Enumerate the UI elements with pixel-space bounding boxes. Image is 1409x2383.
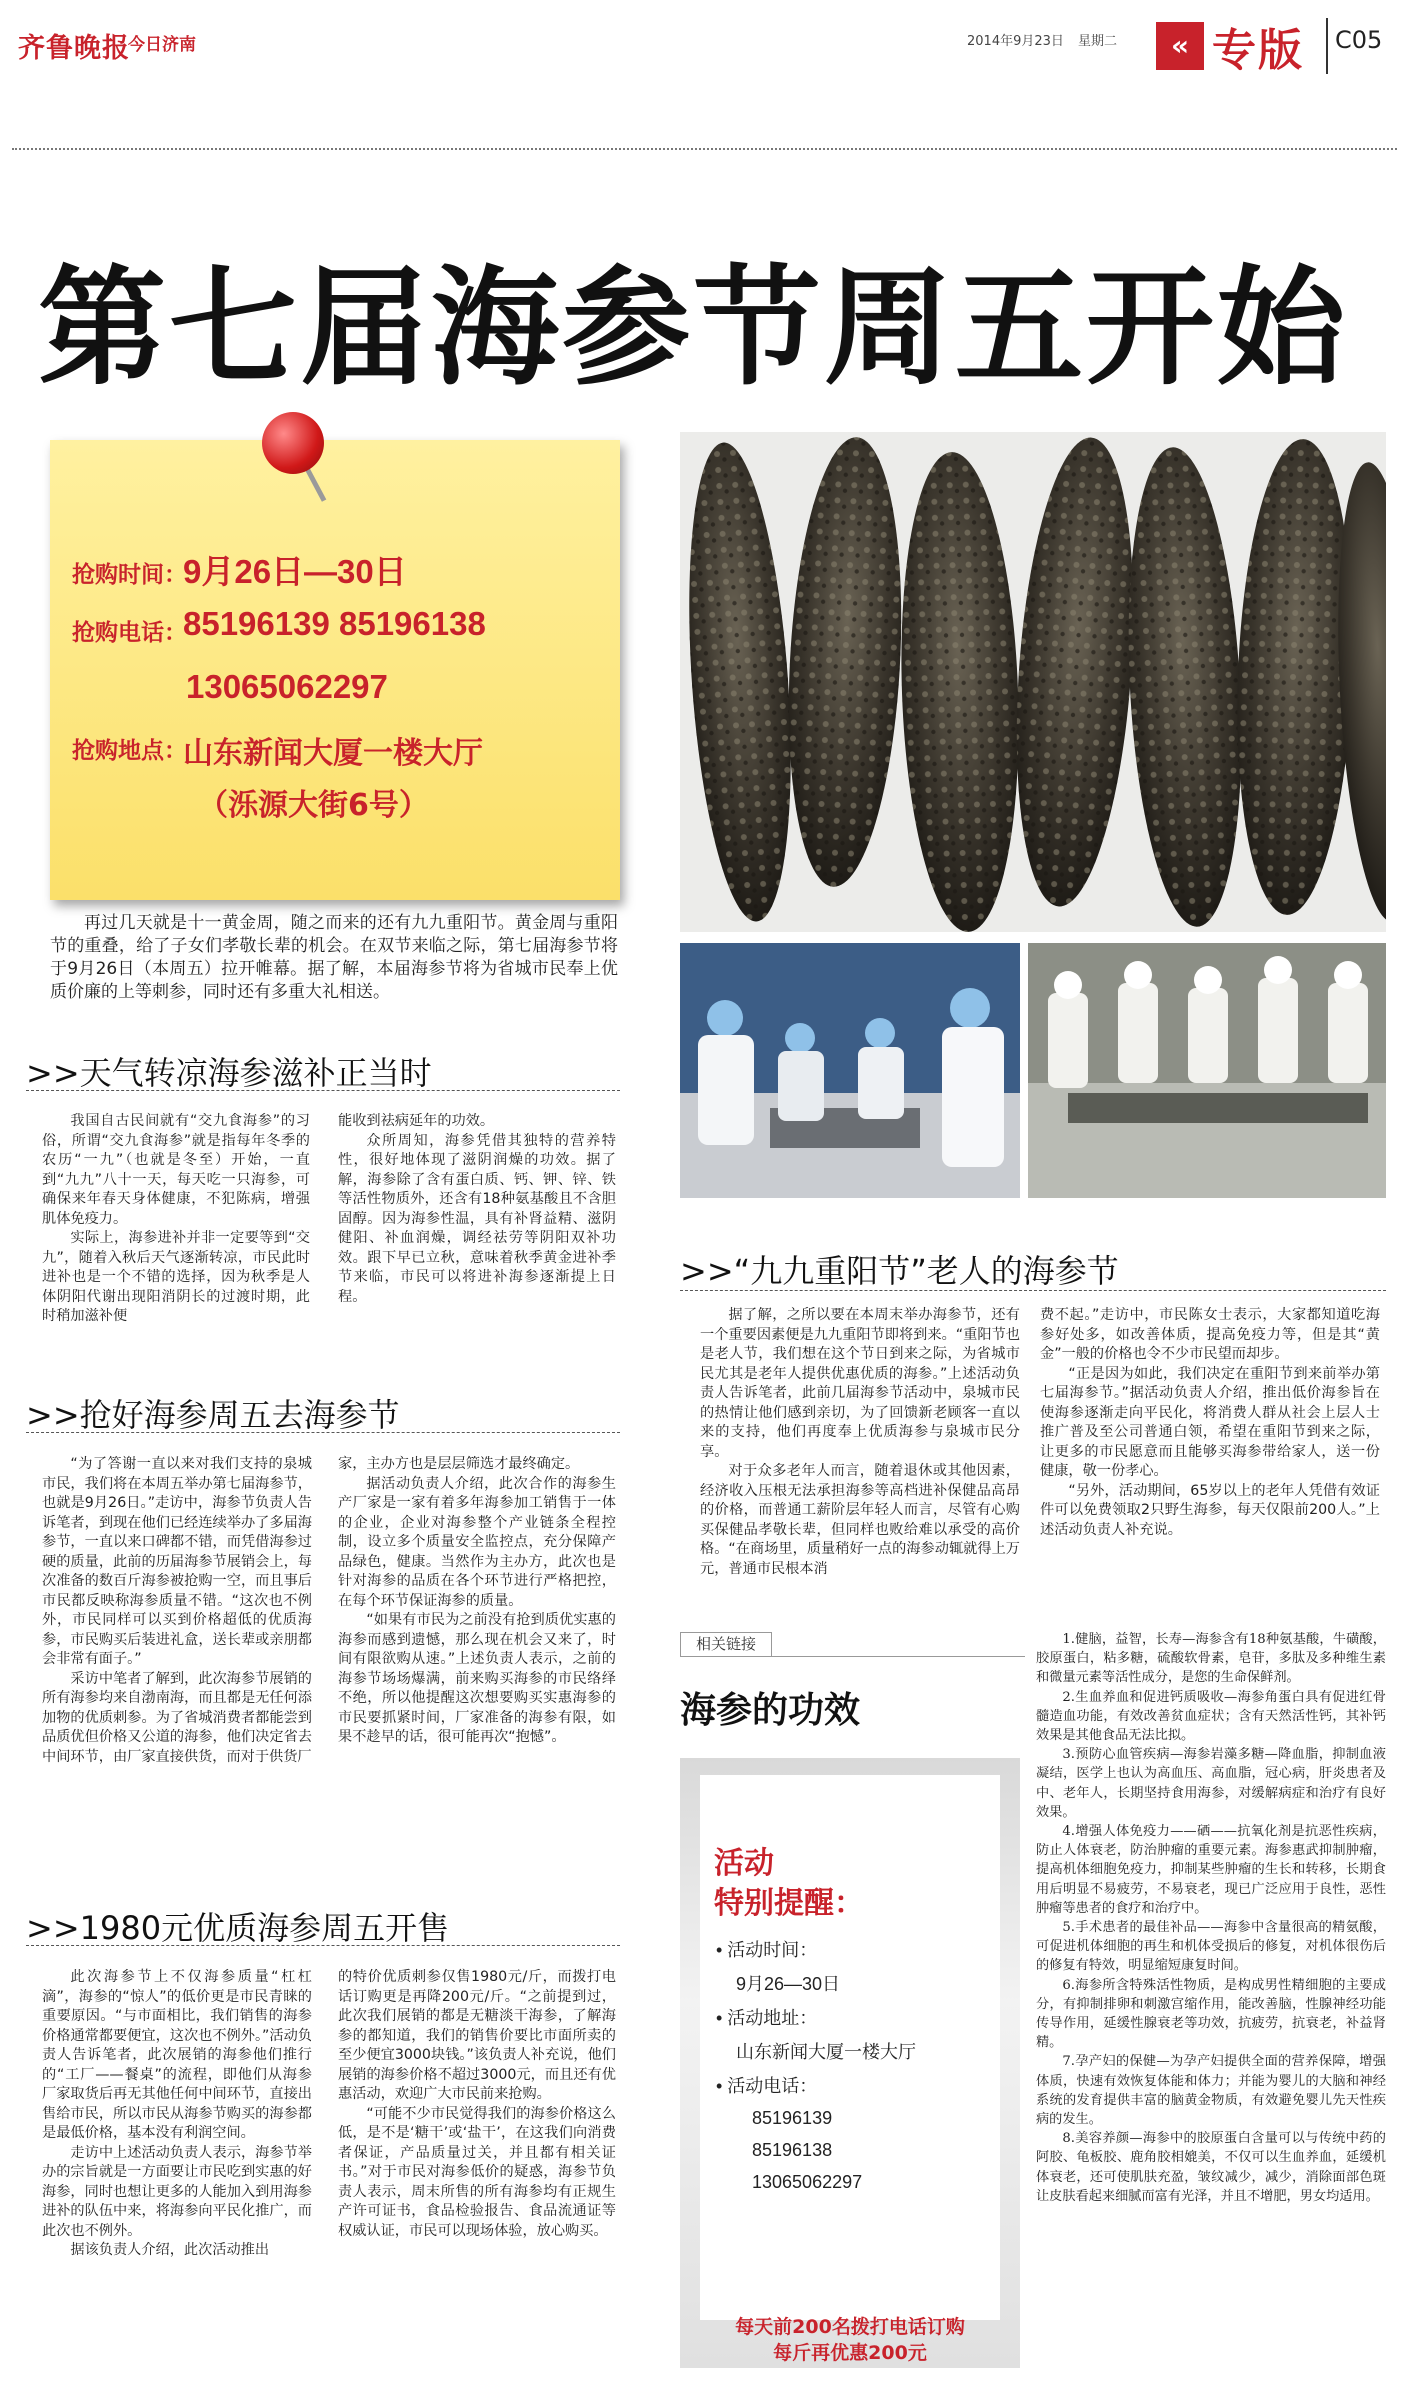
section-heading-1: >>天气转凉海参滋补正当时	[26, 1054, 432, 1092]
promo-time-label: • 活动时间：	[716, 1940, 818, 1960]
paragraph: 我国自古民间就有“交九食海参”的习俗，所谓“交九食海参”就是指每年冬季的农历“一九”（也就是冬至）开始，一直到“九九”八十一天，每天吃一只海参，可确保来年春天身体健康，不犯陈病，增强肌体免疫力。	[42, 1113, 310, 1227]
section-heading-3: >>1980元优质海参周五开售	[26, 1909, 450, 1947]
section-name: 今日济南	[128, 35, 196, 55]
paragraph: 的特价优质刺参仅售1980元/斤，而拨打电话订购更是再降200元/斤。“之前提到过，此次我们展销的都是无糖淡干海参，了解海参的都知道，我们的销售价要比市面所卖的至少便宜3000块钱。”该负责人补充说，他们展销的海参价格不超过3000元，而且还有优惠活动，欢迎广大市民前来抢购。	[338, 1969, 616, 2102]
note-phone-value-2: 13065062297	[186, 668, 388, 705]
list-item: 7.孕产妇的保健—为孕产妇提供全面的营养保障，增强体质，快速有效恢复体能和体力；并能为婴儿的大脑和神经系统的发育提供丰富的脑黄金物质，有效避免婴儿先天性疾病的发生。	[1036, 2054, 1386, 2128]
promo-time-value: 9月26—30日	[736, 1974, 841, 1994]
paragraph: 据了解，之所以要在本周末举办海参节，还有一个重要因素便是九九重阳节即将到来。“重阳节也是老人节，我们想在这个节日到来之际，为省城市民尤其是老年人提供优惠优质的海参。”上述活动负责人告诉笔者，此前几届海参节活动中，泉城市民的热情让他们感到亲切，为了回馈新老顾客一直以来的支持，他们再度奉上优质海参与泉城市民分享。	[700, 1307, 1020, 1460]
note-time-label: 抢购时间：	[72, 562, 187, 588]
paragraph: 此次海参节上不仅海参质量“杠杠滴”，海参的“惊人”的低价更是市民青睐的重要原因。“与市面相比，我们销售的海参价格通常都要便宜，这次也不例外。”活动负责人告诉笔者，此次展销的海参他们推行的“工厂——餐桌”的流程，即他们从海参厂家取货后再无其他任何中间环节，直接出售给市民，所以市民从海参节购买的海参都是最低价格，基本没有利润空间。	[42, 1969, 312, 2141]
section-rule-3	[26, 1945, 620, 1946]
paragraph: “为了答谢一直以来对我们支持的泉城市民，我们将在本周五举办第七届海参节，也就是9月26日。”走访中，海参节负责人告诉笔者，到现在他们已经连续举办了多届海参节，一直以来口碑都不错，而凭借海参过硬的质量，此前的历届海参节展销会上，每次准备的数百斤海参被抢购一空，而且事后市民都反映称海参质量不错。“这次也不例外，市民同样可以买到价格超低的优质海参，市民购买后装进礼盒，送长辈或亲朋都会非常有面子。”	[42, 1456, 312, 1667]
paragraph: “另外，活动期间，65岁以上的老年人凭借有效证件可以免费领取2只野生海参，每天仅限前200人。”上述活动负责人补充说。	[1040, 1482, 1380, 1538]
section-2-column-2	[338, 1455, 616, 1748]
promo-phone-3: 13065062297	[752, 2172, 863, 2192]
paragraph: 走访中上述活动负责人表示，海参节举办的宗旨就是一方面要让市民吃到实惠的好海参，同时也想让更多的人能加入到用海参进补的队伍中来，将海参向平民化推广，而此次也不例外。	[42, 2144, 312, 2239]
promo-phone-2: 85196138	[752, 2140, 833, 2160]
main-headline: 第七届海参节周五开始	[38, 254, 1349, 403]
newspaper-brand: 齐鲁晚报	[18, 33, 130, 64]
paragraph: 众所周知，海参凭借其独特的营养特性，很好地体现了滋阴润燥的功效。据了解，海参除了含有蛋白质、钙、钾、锌、铁等活性物质外，还含有18种氨基酸且不含胆固醇。因为海参性温，具有补肾益精、滋阴健阳、补血润燥，调经祛劳等阴阳双补功效。跟下早已立秋，意味着秋季黄金进补季节来临，市民可以将进补海参逐渐提上日程。	[338, 1132, 616, 1305]
paragraph: 实际上，海参进补并非一定要等到“交九”，随着入秋后天气逐渐转凉，市民此时进补也是一个不错的选择，因为秋季是人体阴阳代谢出现阳消阴长的过渡时期，此时稍加滋补便	[42, 1230, 310, 1324]
list-item: 2.生血养血和促进钙质吸收—海参角蛋白具有促进红骨髓造血功能，有效改善贫血症状；含有天然活性钙，其补钙效果是其他食品无法比拟。	[1036, 1689, 1386, 1744]
promo-title-2: 特别提醒：	[714, 1886, 864, 1921]
note-phone-value: 85196139 85196138	[183, 605, 486, 642]
effects-title: 海参的功效	[680, 1690, 861, 1731]
section-heading-2: >>抢好海参周五去海参节	[26, 1396, 400, 1434]
section-1-column-1	[42, 1112, 310, 1327]
page-number: C05	[1335, 26, 1383, 54]
list-item: 3.预防心血管疾病—海参岩藻多糖—降血脂，抑制血液凝结，医学上也认为高血压、高血脂，冠心病，肝炎患者及中、老年人，长期坚持食用海参，对缓解病症和治疗有良好效果。	[1036, 1747, 1386, 1820]
note-place-label: 抢购地点：	[72, 738, 187, 764]
chevron-left-icon: «	[1156, 22, 1204, 70]
section-rule-1	[26, 1090, 620, 1091]
section-heading-4: >>“九九重阳节”老人的海参节	[680, 1252, 1119, 1290]
section-2-column-1	[42, 1455, 312, 1767]
list-item: 8.美容养颜—海参中的胶原蛋白含量可以与传统中药的阿胶、龟板胶、鹿角胶相媲美，不仅可以生血养血，延缓机体衰老，还可使肌肤充盈，皱纹减少，减少，消除面部色斑让皮肤看起来细腻而富有光泽，并且不增肥，男女均适用。	[1036, 2131, 1386, 2204]
section-3-column-1	[42, 1968, 312, 2261]
section-4-column-2	[1040, 1306, 1380, 1540]
paragraph: “可能不少市民觉得我们的海参价格这么低，是不是‘糖干’或‘盐干’，在这我们向消费者保证，产品质量过关，并且都有相关证书。”对于市民对海参低价的疑惑，海参节负责人表示，周末所售的所有海参均有正规生产许可证书，食品检验报告、食品流通证等权威认证，市民可以现场体验，放心购买。	[338, 2105, 616, 2239]
promo-footer-1: 每天前200名拨打电话订购	[735, 2316, 965, 2338]
promo-phone-1: 85196139	[752, 2108, 833, 2128]
related-links-rule	[680, 1656, 1025, 1657]
intro-text: 再过几天就是十一黄金周，随之而来的还有九九重阳节。黄金周与重阳节的重叠，给了子女们孝敬长辈的机会。在双节来临之际，第七届海参节将于9月26日（本周五）拉开帷幕。据了解，本届海参节将为省城市民奉上优质价廉的上等刺参，同时还有多重大礼相送。	[50, 913, 618, 1002]
paragraph: 采访中笔者了解到，此次海参节展销的所有海参均来自渤南海，而且都是无任何添加物的优质刺参。为了省城消费者都能尝到品质优但价格又公道的海参，他们决定省去中间环节，由厂家直接供货，而对于供货厂	[42, 1670, 312, 1765]
promo-place-label: • 活动地址：	[716, 2008, 818, 2028]
promo-phone-label: • 活动电话：	[716, 2076, 818, 2096]
paragraph: 费不起。”走访中，市民陈女士表示，大家都知道吃海参好处多，如改善体质，提高免疫力等，但是其“黄金”一般的价格也令不少市民望而却步。	[1040, 1307, 1380, 1362]
paragraph: “如果有市民为之前没有抢到质优实惠的海参而感到遗憾，那么现在机会又来了，时间有限欲购从速。”上述负责人表示，之前的海参节场场爆满，前来购买海参的市民络绎不绝，所以他提醒这次想要购买实惠海参的市民要抓紧时间，厂家准备的海参有限，如果不趁早的话，很可能再次“抱憾”。	[338, 1612, 616, 1745]
paragraph: 能收到祛病延年的功效。	[338, 1113, 495, 1129]
issue-date: 2014年9月23日	[967, 34, 1064, 49]
pushpin-icon	[262, 412, 324, 474]
section-rule-4	[680, 1290, 1386, 1291]
paragraph: 据该负责人介绍，此次活动推出	[70, 2242, 270, 2258]
note-place-value: 山东新闻大厦一楼大厅	[183, 736, 483, 771]
header-rule	[12, 148, 1397, 150]
header-divider	[1326, 18, 1328, 74]
note-phone-label: 抢购电话：	[72, 620, 187, 646]
list-item: 5.手术患者的最佳补品——海参中含量很高的精氨酸，可促进机体细胞的再生和机体受损后的修复，对机体很伤后的修复有特效，明显缩短康复时间。	[1036, 1920, 1386, 1974]
paragraph: 对于众多老年人而言，随着退休或其他因素，经济收入压根无法承担海参等高档进补保健品高昂的价格，而普通工薪阶层年轻人而言，尽管有心购买保健品孝敬长辈，但同样也败给难以承受的高价格。“在商场里，质量稍好一点的海参动辄就得上万元，普通市民根本消	[700, 1463, 1020, 1577]
list-item: 4.增强人体免疫力——硒——抗氧化剂是抗恶性疾病，防止人体衰老，防治肿瘤的重要元素。海参惠武抑制肿瘤，提高机体细胞免疫力，抑制某些肿瘤的生长和转移，长期食用后明显不易疲劳，不易衰老，现已广泛应用于良性，恶性肿瘤等患者的食疗和治疗中。	[1036, 1824, 1386, 1916]
promo-footer-2: 每斤再优惠200元	[773, 2342, 927, 2364]
note-place-value-2: （泺源大街6号）	[198, 788, 429, 823]
paragraph: 据活动负责人介绍，此次合作的海参生产厂家是一家有着多年海参加工销售于一体的企业，企业对海参整个产业链条全程控制，设立多个质量安全监控点，充分保障产品绿色，健康。当然作为主办方，此次也是针对海参的品质在各个环节进行严格把控，在每个环节保证海参的质量。	[338, 1475, 616, 1609]
workers-photo-right	[1028, 943, 1386, 1198]
intro-paragraph	[50, 912, 618, 1004]
section-4-column-1	[700, 1306, 1020, 1579]
list-item: 6.海参所含特殊活性物质，是构成男性精细胞的主要成分，有抑制排卵和刺激宫缩作用，能改善脑，性腺神经功能传导作用，延缓性腺衰老等功效，抗疲劳，抗衰老，补益肾精。	[1036, 1977, 1386, 2051]
section-rule-2	[26, 1432, 620, 1433]
workers-photo-left	[680, 943, 1020, 1198]
paragraph: “正是因为如此，我们决定在重阳节到来前举办第七届海参节。”据活动负责人介绍，推出低价海参旨在使海参逐渐走向平民化，将消费人群从社会上层人士推广普及至公司普通白领，希望在重阳节到来之际，让更多的市民愿意而且能够买海参带给家人，送一份健康，敬一份孝心。	[1040, 1365, 1380, 1479]
related-links-tab: 相关链接	[680, 1632, 772, 1656]
section-1-column-2	[338, 1112, 616, 1307]
paragraph: 家，主办方也是层层筛选才最终确定。	[338, 1456, 580, 1472]
section-3-column-2	[338, 1968, 616, 2241]
promo-place-value: 山东新闻大厦一楼大厅	[736, 2042, 916, 2062]
promo-title-1: 活动	[714, 1846, 774, 1881]
issue-weekday: 星期二	[1078, 34, 1118, 49]
list-item: 1.健脑，益智，长寿—海参含有18种氨基酸，牛磺酸，胶原蛋白，粘多糖，硫酸软骨素，皂苷，多肽及多种维生素和微量元素等活性成分，是您的生命保鲜剂。	[1036, 1632, 1386, 1686]
effects-list	[1036, 1630, 1386, 2206]
sea-cucumber-photo	[680, 432, 1386, 932]
note-time-value: 9月26日—30日	[183, 553, 407, 590]
special-edition-label: 专版	[1212, 25, 1304, 76]
